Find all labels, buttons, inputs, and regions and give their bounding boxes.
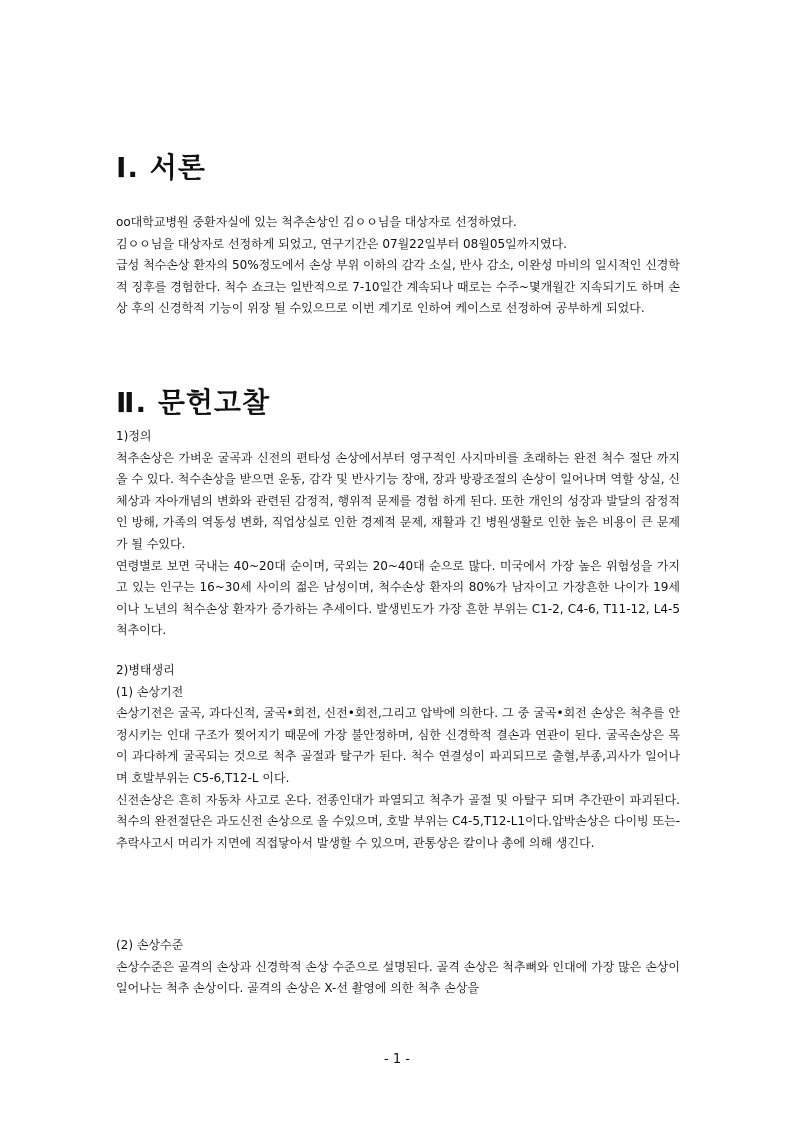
injury-level-paragraph: 손상수준은 골격의 손상과 신경학적 손상 수준으로 설명된다. 골격 손상은 척추뼈와 인대에 가장 많은 손상이 일어나는 척추 손상이다. 골격의 손상은 X-선 촬영에 의한 척추 손상을 xyxy=(116,959,680,996)
page-number: - 1 - xyxy=(384,1052,410,1067)
definition-section xyxy=(116,426,680,642)
definition-paragraph: 척추손상은 가벼운 굴곡과 신전의 편타성 손상에서부터 영구적인 사지마비를 초래하는 완전 척수 절단 까지 올 수 있다. 척수손상을 받으면 운동, 감각 및 반사기능 장애, 장과 방광조절의 손상이 일어나며 역할 상실, 신체상과 자아개념의 변화와 관련된 감정적, 행위적 문제를 경험 하게 된다. 또한 개인의 성장과 발달의 잠정적인 방해, 가족의 역동성 변화, 직업상실로 인한 경제적 문제, 재활과 긴 병원생활로 인한 높은 비용이 큰 문제가 될 수있다. xyxy=(116,450,680,551)
definition-title: 1)정의 xyxy=(116,429,152,443)
intro-paragraph: 급성 척수손상 환자의 50%정도에서 손상 부위 이하의 감각 소실, 반사 감소, 이완성 마비의 일시적인 신경학적 징후를 경험한다. 척수 쇼크는 일반적으로 7-10일간 계속되나 때로는 수주~몇개월간 지속되기도 하며 손상 후의 신경학적 기능이 위장 될 수있으므로 이번 계기로 인하여 케이스로 선정하여 공부하게 되었다. xyxy=(116,258,680,316)
section-heading-literature-review: Ⅱ. 문헌고찰 xyxy=(116,386,271,419)
injury-level-title: (2) 손상수준 xyxy=(116,938,184,952)
injury-level-section xyxy=(116,935,680,1000)
section-heading-introduction: Ⅰ. 서론 xyxy=(116,151,206,184)
mechanism-paragraph: 신전손상은 흔히 자동차 사고로 온다. 전종인대가 파열되고 척추가 골절 및 아탈구 되며 추간판이 파괴된다. 척수의 완전절단은 과도신전 손상으로 올 수있으며, 호발 부위는 C4-5,T12-L1이다.압박손상은 다이빙 또는- 추락사고시 머리가 지면에 직접닿아서 발생할 수 있으며, 관통상은 칼이나 총에 의해 생긴다. xyxy=(116,792,680,850)
intro-paragraph: 김ㅇㅇ님을 대상자로 선정하게 되었고, 연구기간은 07월22일부터 08월05일까지였다. xyxy=(116,236,567,251)
definition-paragraph: 연령별로 보면 국내는 40~20대 순이며, 국외는 20~40대 순으로 많다. 미국에서 가장 높은 위험성을 가지고 있는 인구는 16~30세 사이의 젊은 남성이며, 척수손상 환자의 80%가 남자이고 가장흔한 나이가 19세이나 노년의 척수손상 환자가 증가하는 추세이다. 발생빈도가 가장 흔한 부위는 C1-2, C4-6, T11-12, L4-5 척추이다. xyxy=(116,558,680,638)
pathophysiology-section xyxy=(116,660,680,854)
intro-paragraph: oo대학교병원 중환자실에 있는 척추손상인 김ㅇㅇ님을 대상자로 선정하였다. xyxy=(116,215,517,229)
pathophysiology-title: 2)병태생리 xyxy=(116,663,175,677)
mechanism-paragraph: 손상기전은 굴곡, 과다신적, 굴곡•회전, 신전•회전,그리고 압박에 의한다. 그 중 굴곡•회전 손상은 척추를 안정시키는 인대 구조가 찢어지기 때문에 가장 불안정하며, 심한 신경학적 결손과 연관이 된다. 굴곡손상은 목이 과다하게 굴곡되는 것으로 척추 골절과 탈구가 된다. 척수 연결성이 파괴되므로 출혈,부종,괴사가 일어나며 호발부위는 C5-6,T12-L 이다. xyxy=(116,706,680,785)
introduction-body xyxy=(116,212,680,320)
mechanism-title: (1) 손상기전 xyxy=(116,684,184,699)
